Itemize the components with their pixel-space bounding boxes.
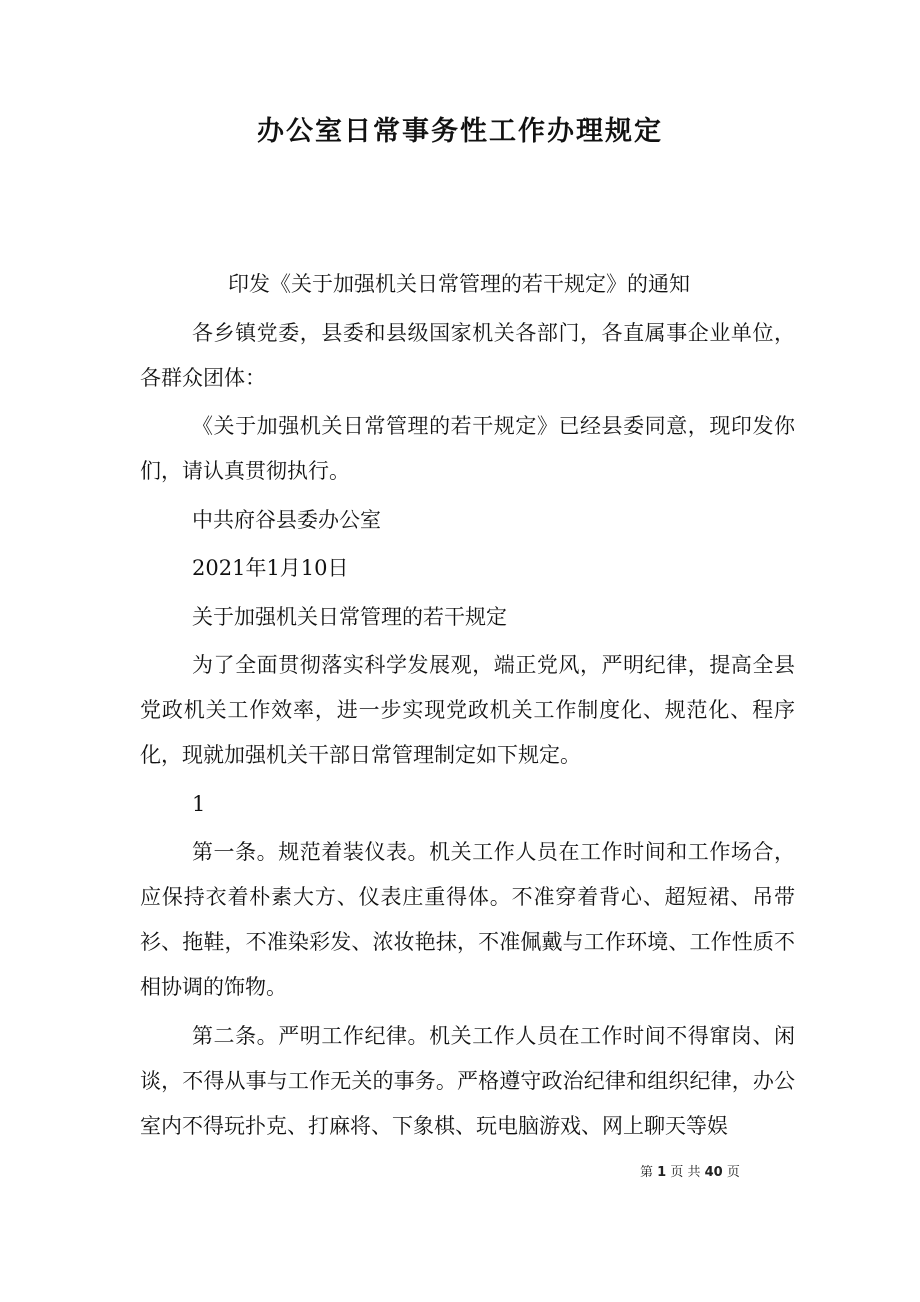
issuer: 中共府谷县委办公室 <box>192 507 381 532</box>
article-2: 第二条。严明工作纪律。机关工作人员在工作时间不得窜岗、闲谈，不得从事与工作无关的事务。严格遵守政治纪律和组织纪律，办公室内不得玩扑克、打麻将、下象棋、玩电脑游戏、网上聊天等娱 <box>140 1023 795 1138</box>
footer-total-pages: 40 <box>704 1165 723 1180</box>
footer-suffix: 页 <box>726 1165 740 1180</box>
issue-date: 2021年1月10日 <box>192 556 349 580</box>
footer-prefix: 第 <box>640 1165 654 1180</box>
article-1: 第一条。规范着装仪表。机关工作人员在工作时间和工作场合，应保持衣着朴素大方、仪表庄重得体。不准穿着背心、超短裙、吊带衫、拖鞋，不准染彩发、浓妆艳抹，不准佩戴与工作环境、工作性质不相协调的饰物。 <box>140 840 795 999</box>
footer-page-number: 1 <box>657 1165 667 1180</box>
document-body <box>140 262 795 1152</box>
footer-middle: 页 共 <box>670 1165 701 1180</box>
notice-body: 《关于加强机关日常管理的若干规定》已经县委同意，现印发你们，请认真贯彻执行。 <box>140 414 795 483</box>
section-number: 1 <box>192 791 206 816</box>
notice-title: 印发《关于加强机关日常管理的若干规定》的通知 <box>228 272 690 296</box>
page-footer <box>640 1163 790 1183</box>
preamble: 为了全面贯彻落实科学发展观，端正党风，严明纪律，提高全县党政机关工作效率，进一步实现党政机关工作制度化、规范化、程序化，现就加强机关干部日常管理制定如下规定。 <box>140 653 795 767</box>
regulation-title: 关于加强机关日常管理的若干规定 <box>192 604 507 629</box>
addressee: 各乡镇党委，县委和县级国家机关各部门，各直属事企业单位，各群众团体： <box>140 320 795 390</box>
document-title: 办公室日常事务性工作办理规定 <box>257 116 663 147</box>
